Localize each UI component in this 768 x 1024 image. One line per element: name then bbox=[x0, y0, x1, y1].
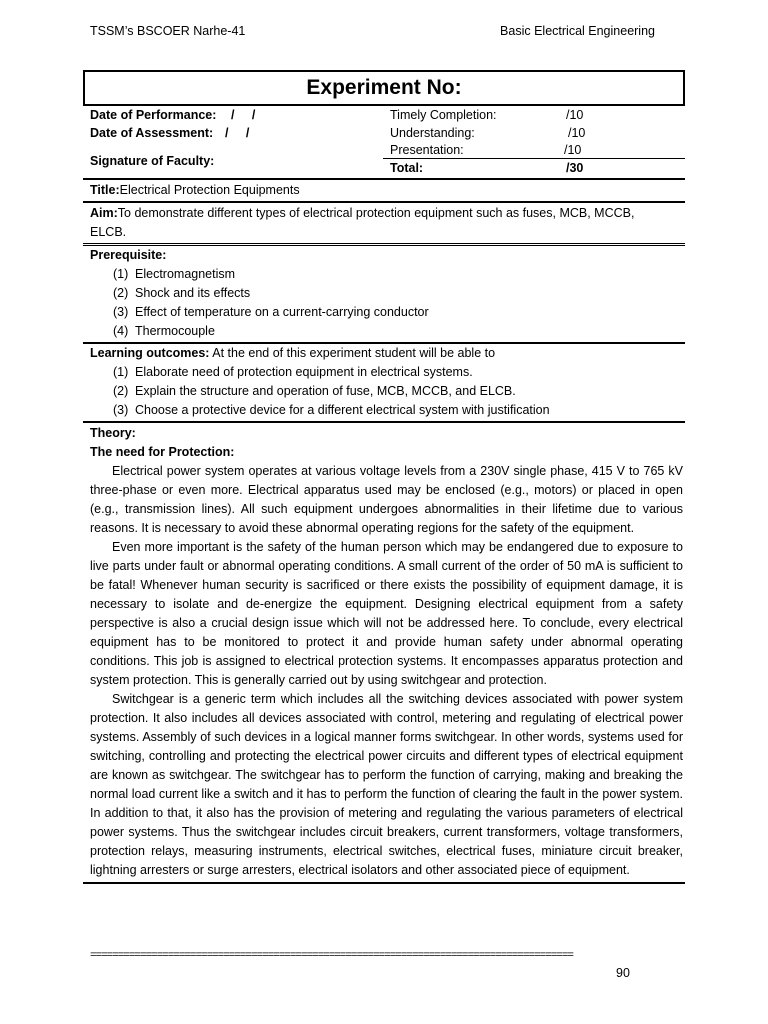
aim-text: To demonstrate different types of electrical protection equipment such as fuses, MCB, MCCB, ELCB. bbox=[90, 206, 635, 239]
experiment-sheet bbox=[83, 70, 685, 884]
list-item bbox=[83, 303, 685, 322]
title-text: Electrical Protection Equipments bbox=[119, 183, 300, 197]
timely-label: Timely Completion: bbox=[390, 108, 497, 122]
list-item bbox=[83, 401, 685, 420]
total-value: /30 bbox=[566, 161, 584, 175]
outcomes-intro: At the end of this experiment student will be able to bbox=[209, 346, 496, 360]
theory-heading bbox=[83, 423, 685, 443]
prerequisite-heading bbox=[83, 246, 685, 265]
page-header bbox=[90, 24, 655, 40]
date-performance-label: Date of Performance: bbox=[90, 108, 217, 122]
list-item bbox=[83, 284, 685, 303]
understanding-label: Understanding: bbox=[390, 126, 475, 140]
item-number: (2) bbox=[113, 286, 129, 300]
presentation-label: Presentation: bbox=[390, 143, 464, 157]
item-text: Explain the structure and operation of fuse, MCB, MCCB, and ELCB. bbox=[135, 384, 516, 398]
date-performance-value: / / bbox=[231, 108, 256, 122]
signature-label: Signature of Faculty: bbox=[90, 154, 215, 168]
list-item bbox=[83, 382, 685, 401]
item-number: (1) bbox=[113, 267, 129, 281]
item-number: (2) bbox=[113, 384, 129, 398]
outcomes-heading bbox=[83, 344, 685, 363]
total-divider bbox=[383, 158, 685, 159]
footer-separator: ======================================================================================= bbox=[90, 950, 573, 962]
item-number: (3) bbox=[113, 403, 129, 417]
item-text: Shock and its effects bbox=[135, 286, 251, 300]
item-text: Thermocouple bbox=[135, 324, 215, 338]
divider bbox=[83, 882, 685, 884]
subject-name: Basic Electrical Engineering bbox=[500, 24, 655, 38]
aim-row bbox=[83, 203, 685, 243]
date-assessment-label: Date of Assessment: bbox=[90, 126, 214, 140]
presentation-value: /10 bbox=[564, 143, 582, 157]
list-item bbox=[83, 265, 685, 284]
theory-paragraph: Even more important is the safety of the human person which may be endangered due to exposure to live parts under fault or abnormal operating conditions. A small current of the order of 50 mA is sufficient to be fatal! Whenever human security is sacrificed or there exists the possibility of equipment damage, it is necessary to isolate and de-energize the equipment. Designing electrical equipment from a safety perspective is also a crucial design issue which will not be addressed here. To conclude, every electrical equipment has to be monitored to protect it and provide human safety under abnormal operating conditions. This job is assigned to electrical protection systems. It encompasses apparatus protection and system protection. This is generally carried out by using switchgear and protection. bbox=[90, 540, 683, 687]
outcomes-label: Learning outcomes: bbox=[90, 346, 210, 360]
theory-subheading-text: The need for Protection: bbox=[90, 445, 235, 459]
timely-value: /10 bbox=[566, 108, 584, 122]
item-number: (4) bbox=[113, 324, 129, 338]
title-row bbox=[83, 180, 685, 201]
item-text: Effect of temperature on a current-carrying conductor bbox=[135, 305, 429, 319]
list-item bbox=[83, 363, 685, 382]
theory-subheading bbox=[83, 443, 685, 462]
item-text: Electromagnetism bbox=[135, 267, 236, 281]
item-text: Choose a protective device for a different electrical system with justification bbox=[135, 403, 550, 417]
date-assessment-value: / / bbox=[225, 126, 250, 140]
list-item bbox=[83, 322, 685, 341]
outcomes-list bbox=[83, 363, 685, 420]
total-label: Total: bbox=[390, 161, 424, 175]
aim-label: Aim: bbox=[90, 206, 118, 220]
assessment-block bbox=[83, 106, 685, 178]
title-label: Title: bbox=[90, 183, 120, 197]
theory-paragraph: Switchgear is a generic term which includes all the switching devices associated with power system protection. It also includes all devices associated with control, metering and regulating of electrical power systems. Assembly of such devices in a logical manner forms switchgear. In other words, systems used for switching, controlling and protecting the electrical power circuits and different types of electrical equipment are known as switchgear. The switchgear has to perform the function of carrying, making and breaking the normal load current like a switch and it has to perform the function of clearing the fault in the power system. In addition to that, it also has the provision of metering and regulating the various parameters of electrical power systems. Thus the switchgear includes circuit breakers, current transformers, voltage transformers, protection relays, measuring instruments, electrical switches, electrical fuses, miniature circuit breaker, lightning arresters or surge arresters, electrical isolators and other associated piece of equipment. bbox=[90, 692, 683, 877]
institute-name: TSSM’s BSCOER Narhe-41 bbox=[90, 24, 246, 38]
page-number: 90 bbox=[616, 966, 630, 980]
theory-label: Theory: bbox=[90, 426, 136, 440]
theory-paragraph: Electrical power system operates at various voltage levels from a 230V single phase, 415 V to 765 kV three-phase or even more. Electrical apparatus used may be enclosed (e.g., motors) or placed in open (e.g., transmission lines). All such equipment undergoes abnormalities in their lifetime due to various reasons. It is necessary to avoid these abnormal operating regions for the safety of the equipment. bbox=[90, 464, 683, 535]
item-number: (1) bbox=[113, 365, 129, 379]
experiment-title: Experiment No: bbox=[83, 70, 685, 106]
prerequisite-label: Prerequisite: bbox=[90, 248, 167, 262]
item-number: (3) bbox=[113, 305, 129, 319]
understanding-value: /10 bbox=[568, 126, 586, 140]
prerequisite-list bbox=[83, 265, 685, 341]
item-text: Elaborate need of protection equipment in electrical systems. bbox=[135, 365, 473, 379]
